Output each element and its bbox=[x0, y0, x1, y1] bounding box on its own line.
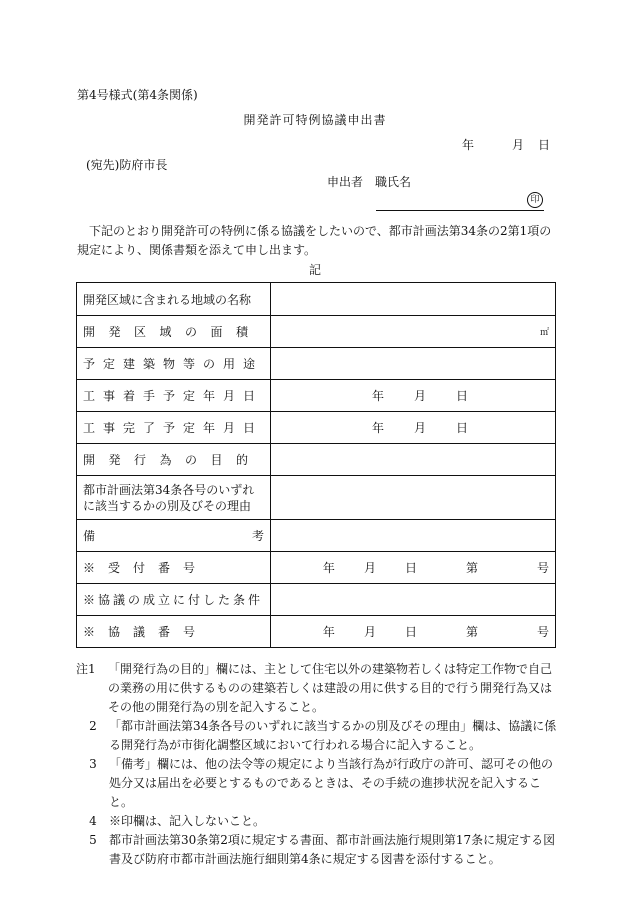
intro-paragraph bbox=[77, 222, 555, 260]
note-item bbox=[77, 831, 559, 869]
label-text: 工事着手予定年月日 bbox=[83, 389, 264, 403]
row-receipt bbox=[77, 552, 556, 584]
row-remarks bbox=[77, 520, 556, 552]
start-year: 年 bbox=[371, 389, 384, 403]
note-num: 4 bbox=[89, 814, 97, 828]
row-area-name bbox=[77, 283, 556, 316]
field-remarks[interactable] bbox=[271, 520, 556, 552]
form-table bbox=[76, 282, 556, 648]
label-text: 開発行為の目的 bbox=[83, 453, 262, 467]
label-text: 予定建築物等の用途 bbox=[83, 357, 264, 371]
remarks-left: 備 bbox=[83, 529, 96, 543]
date-year: 年 bbox=[462, 138, 475, 152]
row-consult bbox=[77, 616, 556, 648]
row-conditions bbox=[77, 584, 556, 616]
label-text: 開発区域の面積 bbox=[83, 325, 262, 339]
start-day: 日 bbox=[456, 389, 469, 403]
receipt-year: 年 bbox=[322, 561, 335, 575]
receipt-go: 号 bbox=[536, 561, 549, 575]
note-text: ※印欄は、記入しないこと。 bbox=[109, 814, 266, 828]
note-item bbox=[76, 660, 559, 717]
row-article34 bbox=[77, 476, 556, 520]
label-conditions bbox=[77, 584, 271, 616]
label-text: 工事完了予定年月日 bbox=[83, 421, 264, 435]
label-consult bbox=[77, 616, 271, 648]
consult-go: 号 bbox=[536, 625, 549, 639]
intro-text: 下記のとおり開発許可の特例に係る協議をしたいので、都市計画法第34条の2第1項の規定により、関係書類を添えて申し出ます。 bbox=[77, 224, 552, 257]
receipt-dai: 第 bbox=[465, 561, 478, 575]
seal-mark: 印 bbox=[527, 192, 543, 208]
note-text: 「都市計画法第34条各号のいずれに該当するかの別及びその理由」欄は、協議に係る開発行為が市街化調整区域において行われる場合に記入すること。 bbox=[109, 719, 557, 752]
label-area-size bbox=[77, 316, 271, 348]
note-num: 2 bbox=[89, 719, 97, 733]
start-month: 月 bbox=[413, 389, 426, 403]
applicant-line[interactable] bbox=[327, 173, 411, 190]
receipt-day: 日 bbox=[404, 561, 417, 575]
consult-day: 日 bbox=[404, 625, 417, 639]
note-num: 5 bbox=[89, 833, 97, 847]
row-area-size bbox=[77, 316, 556, 348]
consult-year: 年 bbox=[322, 625, 335, 639]
field-purpose[interactable] bbox=[271, 444, 556, 476]
label-end-date bbox=[77, 412, 271, 444]
row-end-date bbox=[77, 412, 556, 444]
field-end-date[interactable] bbox=[271, 412, 556, 444]
note-text: 「備考」欄には、他の法令等の規定により当該行為が行政庁の許可、認可その他の処分又は届出を必要とするものであるときは、その手続の進捗状況を記入すること。 bbox=[109, 757, 554, 809]
label-area-name bbox=[77, 283, 271, 316]
end-day: 日 bbox=[456, 421, 469, 435]
label-purpose bbox=[77, 444, 271, 476]
consult-month: 月 bbox=[363, 625, 376, 639]
date-month: 月 bbox=[511, 138, 524, 152]
label-remarks bbox=[77, 520, 271, 552]
end-month: 月 bbox=[413, 421, 426, 435]
note-num: 注1 bbox=[76, 662, 96, 676]
row-purpose bbox=[77, 444, 556, 476]
signature-line bbox=[376, 210, 544, 211]
end-year: 年 bbox=[371, 421, 384, 435]
label-text: ※協議番号 bbox=[83, 625, 209, 639]
field-building-use[interactable] bbox=[271, 348, 556, 380]
notes bbox=[77, 660, 559, 869]
form-number: 第4号様式(第4条関係) bbox=[77, 88, 198, 102]
label-text: ※受付番号 bbox=[83, 561, 209, 575]
row-building-use bbox=[77, 348, 556, 380]
note-item bbox=[77, 755, 559, 812]
receipt-month: 月 bbox=[363, 561, 376, 575]
applicant-label: 申出者 bbox=[327, 175, 364, 189]
addressee: (宛先)防府市長 bbox=[86, 158, 168, 172]
field-consult[interactable] bbox=[271, 616, 556, 648]
note-item bbox=[77, 717, 559, 755]
label-start-date bbox=[77, 380, 271, 412]
note-text: 「開発行為の目的」欄には、主として住宅以外の建築物若しくは特定工作物で自己の業務の用に供するものの建築若しくは建設の用に供する目的で行う開発行為又はその他の開発行為の別を記入すること。 bbox=[108, 662, 553, 714]
field-conditions[interactable] bbox=[271, 584, 556, 616]
name-label: 職氏名 bbox=[375, 175, 412, 189]
note-num: 3 bbox=[89, 757, 97, 771]
label-text: 開発区域に含まれる地域の名称 bbox=[83, 292, 252, 307]
field-area-size[interactable] bbox=[271, 316, 556, 348]
remarks-right: 考 bbox=[251, 529, 264, 543]
label-article34 bbox=[77, 476, 271, 520]
field-start-date[interactable] bbox=[271, 380, 556, 412]
field-article34[interactable] bbox=[271, 476, 556, 520]
field-receipt[interactable] bbox=[271, 552, 556, 584]
label-receipt bbox=[77, 552, 271, 584]
label-text: 都市計画法第34条各号のいずれに該当するかの別及びその理由 bbox=[83, 482, 255, 513]
document-title: 開発許可特例協議申出書 bbox=[243, 113, 387, 127]
ki-heading: 記 bbox=[308, 263, 321, 277]
submission-date[interactable]: 年 月 日 bbox=[462, 138, 551, 152]
note-text: 都市計画法第30条第2項に規定する書面、都市計画法施行規則第17条に規定する図書及び防府市都市計画法施行細則第4条に規定する図書を添付すること。 bbox=[109, 833, 556, 866]
field-area-name[interactable] bbox=[271, 283, 556, 316]
area-unit: ㎡ bbox=[539, 328, 549, 338]
note-item bbox=[77, 812, 559, 831]
row-start-date bbox=[77, 380, 556, 412]
consult-dai: 第 bbox=[465, 625, 478, 639]
label-text: ※協議の成立に付した条件 bbox=[83, 593, 264, 607]
label-building-use bbox=[77, 348, 271, 380]
